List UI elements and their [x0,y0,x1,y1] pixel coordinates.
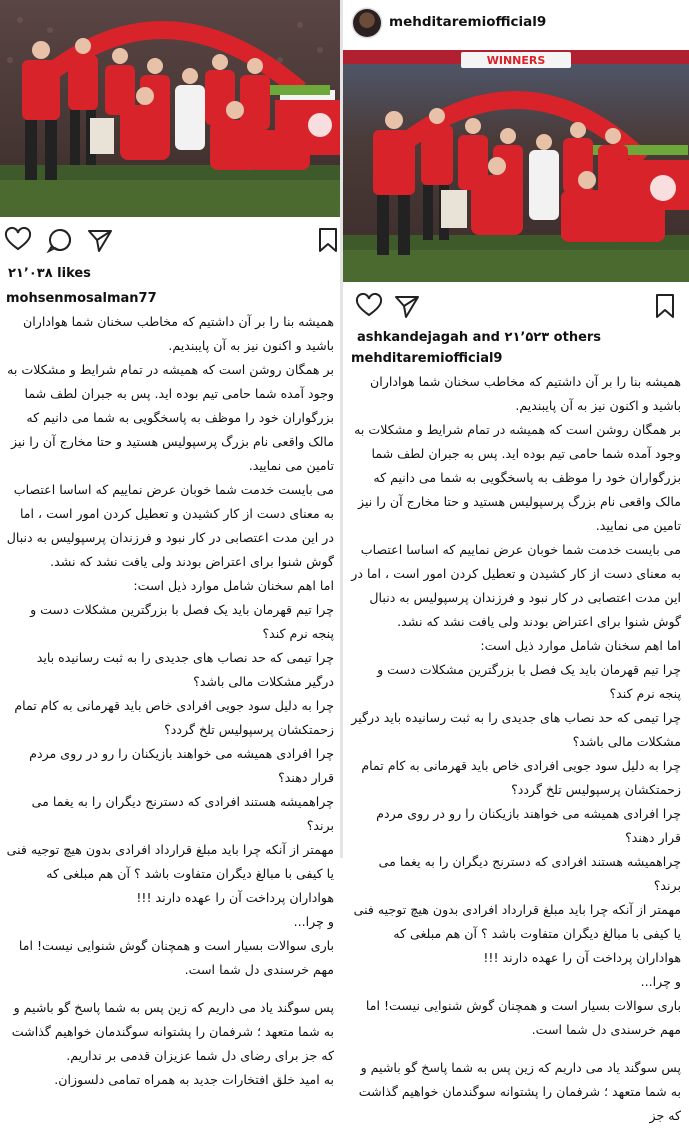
heart-icon[interactable] [355,292,383,320]
caption-paragraph: چرا افرادی همیشه می خواهند بازیکنان را رو در روی مردم قرار دهند؟ [376,806,681,845]
share-icon[interactable] [86,226,114,254]
caption-paragraph: اما اهم سخنان شامل موارد ذیل است: [133,578,334,593]
bookmark-icon[interactable] [314,226,342,254]
avatar[interactable] [353,9,381,37]
post-actions-bar [355,292,681,322]
caption-paragraph: چرا تیمی که حد نصاب های جدیدی را به ثبت رسانیده باید درگیر مشکلات مالی باشد؟ [36,650,334,689]
caption-paragraph: باری سوالات بسیار است و همچنان گوش شنوایی نیست! اما مهم خرسندی دل شما است. [18,938,334,977]
likes-count[interactable]: ۲۱٬۰۳۸ likes [8,266,91,281]
caption-paragraph: و چرا... [640,974,681,989]
post-caption [6,288,334,1092]
caption-username[interactable]: mehditaremiofficial9 [351,351,503,366]
caption-paragraph: همیشه بنا را بر آن داشتیم که مخاطب سخنان شما هواداران باشید و اکنون نیز به آن پایبندیم. [370,374,681,413]
caption-paragraph: می بایست خدمت شما خوبان عرض نماییم که اساسا اعتصاب به معنای دست از کار کشیدن و تعطیل کردن امور است ، اما در این مدت اعتصابی در کار نبود و فرزندان پرسپولیس به دنبال گوش شنوا برای اعتراض بودند ولی یافت نشد که نشد. [351,542,681,629]
heart-icon[interactable] [4,226,32,254]
liked-by[interactable]: ashkandejagah and ۲۱٬۵۲۳ others [357,330,602,345]
team-celebration-image [343,50,689,282]
caption-paragraph: پس سوگند یاد می داریم که زین پس به شما پاسخ گو باشیم و به شما متعهد ؛ شرفمان را پشتوانه سوگندمان خواهیم گذاشت که جز [358,1060,681,1123]
caption-paragraph: چرا تیمی که حد نصاب های جدیدی را به ثبت رسانیده باید درگیر مشکلات مالی باشد؟ [351,710,681,749]
caption-paragraph: چراهمیشه هستند افرادی که دسترنج دیگران را به یغما می برند؟ [378,854,681,893]
winners-banner-text: WINNERS [486,54,546,67]
caption-paragraph: بر همگان روشن است که همیشه در تمام شرایط و مشکلات به وجود آمده شما حامی تیم بوده اید. پس به جبران لطف شما بزرگواران خود را موظف به پاسخگویی به شما می دانیم که مالک واقعی نام بزرگ پرسپولیس هستید و حتا مخارج آن را نیز تامین می نمایید. [7,362,334,473]
caption-paragraph: چرا افرادی همیشه می خواهند بازیکنان را رو در روی مردم قرار دهند؟ [29,746,334,785]
left-post [0,0,340,1087]
caption-paragraph: چرا به دلیل سود جویی افرادی خاص باید قهرمانی به کام تمام زحمتکشان پرسپولیس تلخ گردد؟ [14,698,334,737]
team-celebration-image [0,0,340,217]
caption-paragraph: باری سوالات بسیار است و همچنان گوش شنوایی نیست! اما مهم خرسندی دل شما است. [365,998,681,1037]
caption-paragraph: می بایست خدمت شما خوبان عرض نماییم که اساسا اعتصاب به معنای دست از کار کشیدن و تعطیل کردن امور است ، اما در این مدت اعتصابی در کار نبود و فرزندان پرسپولیس به دنبال گوش شنوا برای اعتراض بودند ولی یافت نشد که نشد. [6,482,334,569]
caption-paragraph: به امید خلق افتخارات جدید به همراه تمامی دلسوزان. [54,1072,334,1087]
caption-paragraph: چراهمیشه هستند افرادی که دسترنج دیگران را به یغما می برند؟ [31,794,334,833]
caption-paragraph: چرا تیم قهرمان باید یک فصل با بزرگترین مشکلات دست و پنجه نرم کند؟ [377,662,681,701]
post-photo[interactable] [343,50,689,282]
post-header [343,0,689,48]
caption-paragraph: مهمتر از آنکه چرا باید مبلغ قرارداد افرادی بدون هیچ توجیه فنی یا کیفی با مبالغ دیگران متفاوت باشد ؟ آن هم مبلغی که هواداران پرداخت آن را عهده دارند !!! [6,842,334,905]
post-username[interactable]: mehditaremiofficial9 [389,14,547,30]
right-post [343,0,689,1123]
caption-paragraph: چرا تیم قهرمان باید یک فصل با بزرگترین مشکلات دست و پنجه نرم کند؟ [30,602,334,641]
caption-paragraph: پس سوگند یاد می داریم که زین پس به شما پاسخ گو باشیم و به شما متعهد ؛ شرفمان را پشتوانه سوگندمان خواهیم گذاشت که جز برای رضای دل شما عزیزان قدمی بر نداریم. [11,1000,334,1063]
caption-paragraph: چرا به دلیل سود جویی افرادی خاص باید قهرمانی به کام تمام زحمتکشان پرسپولیس تلخ گردد؟ [361,758,681,797]
comment-icon[interactable] [46,226,74,254]
caption-paragraph: مهمتر از آنکه چرا باید مبلغ قرارداد افرادی بدون هیچ توجیه فنی یا کیفی با مبالغ دیگران متفاوت باشد ؟ آن هم مبلغی که هواداران پرداخت آن را عهده دارند !!! [353,902,681,965]
caption-paragraph: اما اهم سخنان شامل موارد ذیل است: [480,638,681,653]
share-icon[interactable] [393,292,421,320]
bookmark-icon[interactable] [651,292,679,320]
caption-paragraph: و چرا... [293,914,334,929]
caption-paragraph: همیشه بنا را بر آن داشتیم که مخاطب سخنان شما هواداران باشید و اکنون نیز به آن پایبندیم. [23,314,334,353]
post-photo[interactable] [0,0,340,217]
post-caption [351,348,681,1128]
caption-username[interactable]: mohsenmosalman77 [6,291,157,306]
post-actions-bar [4,226,336,256]
caption-paragraph: بر همگان روشن است که همیشه در تمام شرایط و مشکلات به وجود آمده شما حامی تیم بوده اید. پس به جبران لطف شما بزرگواران خود را موظف به پاسخگویی به شما می دانیم که مالک واقعی نام بزرگ پرسپولیس هستید و حتا مخارج آن را نیز تامین می نمایید. [354,422,681,533]
